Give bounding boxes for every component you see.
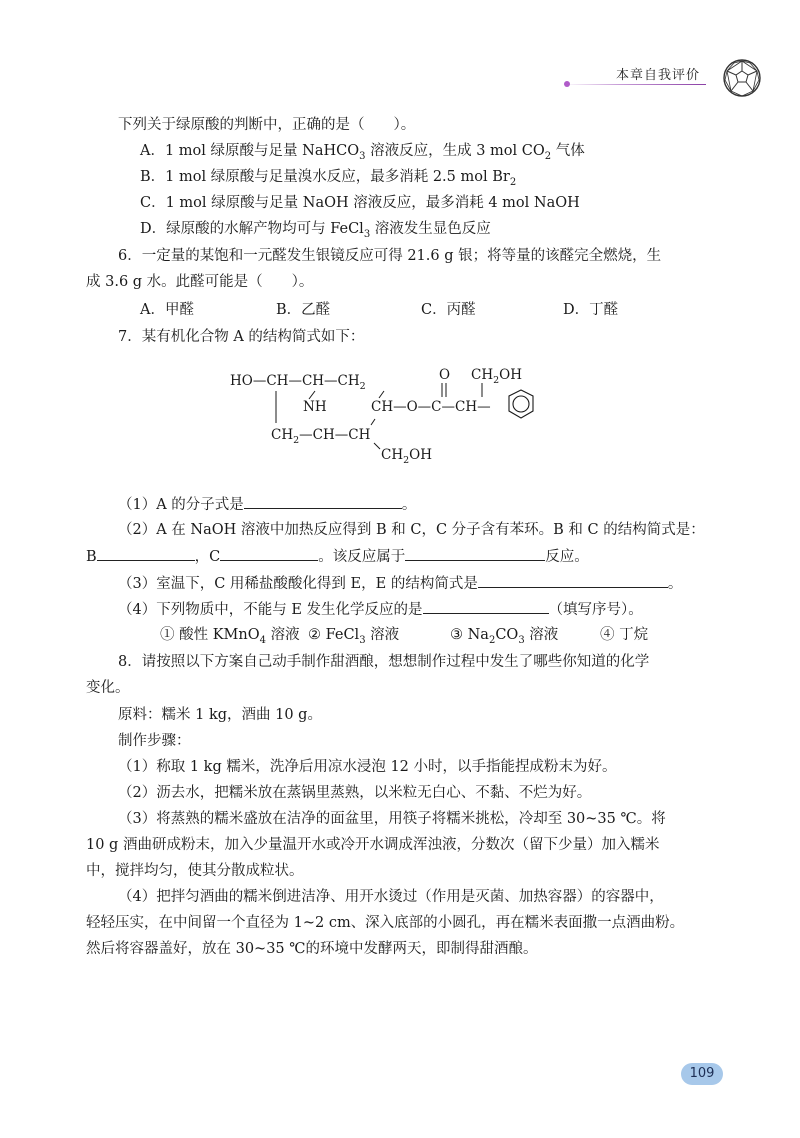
q5-option-c: C．1 mol 绿原酸与足量 NaOH 溶液反应，最多消耗 4 mol NaOH xyxy=(140,195,580,211)
answer-blank-formula[interactable] xyxy=(244,494,402,509)
benzene-ring-icon xyxy=(509,390,533,418)
page-number: 109 xyxy=(681,1063,723,1085)
q7-choice-1: ① 酸性 KMnO$_4$ 溶液 xyxy=(160,627,300,646)
q7-choice-2: ② FeCl$_3$ 溶液 xyxy=(308,627,400,646)
formula-ester-chain: CH—O—C—CH— xyxy=(371,399,491,415)
formula-ch2oh-bottom: $CH_2OH$ xyxy=(381,447,432,466)
q8-step4-line3: 然后将容器盖好，放在 30~35 ℃的环境中发酵两天，即制得甜酒酿。 xyxy=(86,941,538,957)
q7-part3: （3）室温下，C 用稀盐酸酸化得到 E，E 的结构简式是 。 xyxy=(118,573,682,594)
q6-option-b: B．乙醛 xyxy=(276,302,331,318)
structural-formula xyxy=(225,363,565,471)
q6-option-d: D．丁醛 xyxy=(563,302,619,318)
answer-blank-e[interactable] xyxy=(478,573,668,588)
formula-ring-bottom: $CH_2—CH—CH$ xyxy=(271,427,371,446)
q8-step3-line1: （3）将蒸熟的糯米盛放在洁净的面盆里，用筷子将糯米挑松，冷却至 30~35 ℃。将 xyxy=(118,811,666,827)
q7-stem: 7．某有机化合物 A 的结构简式如下： xyxy=(118,329,365,345)
q8-step1: （1）称取 1 kg 糯米，洗净后用凉水浸泡 12 小时，以手指能捏成粉末为好。 xyxy=(118,759,617,775)
q6-stem-line2: 成 3.6 g 水。此醛可能是（ ）。 xyxy=(86,274,314,290)
q5-option-b: B．1 mol 绿原酸与足量溴水反应，最多消耗 2.5 mol $Br_2$ xyxy=(140,169,517,188)
q7-part2-line2: B ，C 。该反应属于 反应。 xyxy=(86,546,589,567)
q6-option-c: C．丙醛 xyxy=(421,302,476,318)
q5-stem: 下列关于绿原酸的判断中，正确的是（ ）。 xyxy=(118,117,416,133)
q5-option-d: D．绿原酸的水解产物均可与 FeCl$_3$ 溶液发生显色反应 xyxy=(140,221,491,240)
answer-blank-c[interactable] xyxy=(220,546,318,561)
q7-choice-4: ④ 丁烷 xyxy=(600,627,649,643)
q6-option-a: A．甲醛 xyxy=(140,302,194,318)
formula-ch2oh-top: $CH_2OH$ xyxy=(471,367,522,386)
q7-part2-line1: （2）A 在 NaOH 溶液中加热反应得到 B 和 C，C 分子含有苯环。B 和 C 的结构简式是： xyxy=(118,522,705,538)
chapter-section-title: 本章自我评价 xyxy=(615,68,700,83)
q8-step4-line2: 轻轻压实，在中间留一个直径为 1~2 cm、深入底部的小圆孔，再在糯米表面撒一点酒曲粉。 xyxy=(86,915,685,931)
fullerene-icon xyxy=(722,58,762,98)
q8-step2: （2）沥去水，把糯米放在蒸锅里蒸熟，以米粒无白心、不黏、不烂为好。 xyxy=(118,785,592,801)
header-divider xyxy=(562,84,706,85)
q8-stem-line2: 变化。 xyxy=(86,680,130,696)
q8-step4-line1: （4）把拌匀酒曲的糯米倒进洁净、用开水烫过（作用是灭菌、加热容器）的容器中， xyxy=(118,889,664,905)
header-dot xyxy=(564,81,570,87)
q8-step3-line2: 10 g 酒曲研成粉末，加入少量温开水或冷开水调成浑浊液，分数次（留下少量）加入糯米 xyxy=(86,837,660,853)
formula-carbonyl-oxygen: O xyxy=(439,367,451,383)
q8-steps-title: 制作步骤： xyxy=(118,733,191,749)
q8-materials: 原料：糯米 1 kg，酒曲 10 g。 xyxy=(118,707,322,723)
q8-stem-line1: 8．请按照以下方案自己动手制作甜酒酿，想想制作过程中发生了哪些你知道的化学 xyxy=(118,654,650,670)
chapter-header xyxy=(562,58,762,98)
answer-blank-serial[interactable] xyxy=(423,599,549,614)
formula-ring-top: $HO—CH—CH—CH_2$ xyxy=(230,373,366,392)
q6-stem-line1: 6．一定量的某饱和一元醛发生银镜反应可得 21.6 g 银；将等量的该醛完全燃烧，生 xyxy=(118,248,662,264)
q7-part4: （4）下列物质中，不能与 E 发生化学反应的是 （填写序号）。 xyxy=(118,599,643,620)
formula-nh: NH xyxy=(303,399,327,415)
q5-option-a: A．1 mol 绿原酸与足量 NaHCO$_3$ 溶液反应，生成 3 mol $CO_2$ 气体 xyxy=(140,143,585,162)
q7-choice-3: ③ $Na_2CO_3$ 溶液 xyxy=(450,627,559,646)
q8-step3-line3: 中，搅拌均匀，使其分散成粒状。 xyxy=(86,863,304,879)
q7-part1: （1）A 的分子式是 。 xyxy=(118,494,416,515)
answer-blank-b[interactable] xyxy=(97,546,195,561)
answer-blank-reaction-type[interactable] xyxy=(405,546,545,561)
